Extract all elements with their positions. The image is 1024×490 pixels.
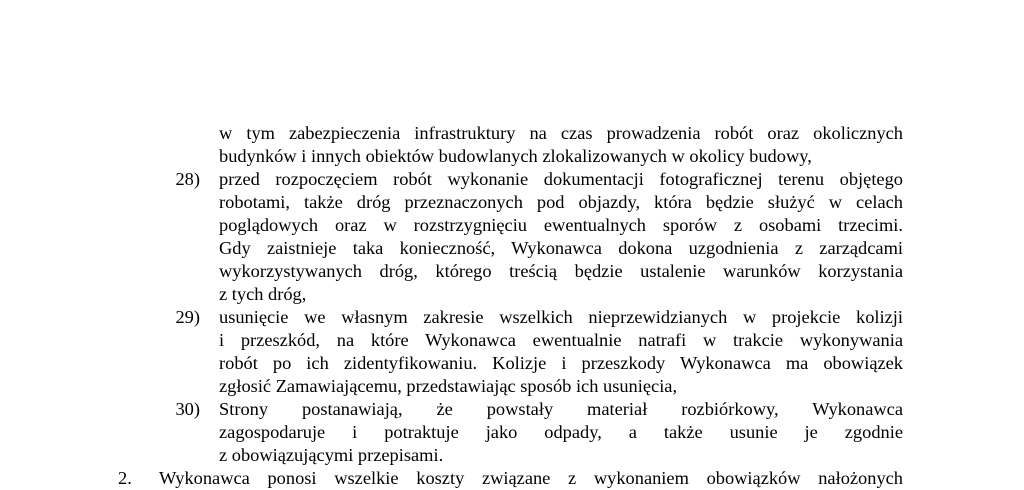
list-item-line: z obowiązującymi przepisami.: [219, 445, 444, 465]
list-item-line: Strony postanawiają, że powstały materiał rozbiórkowy, Wykonawca: [219, 399, 903, 419]
list-item-number: 28): [175, 169, 200, 189]
list-item-line: poglądowych oraz w rozstrzygnięciu ewentualnych sporów z osobami trzecimi.: [219, 215, 903, 235]
list-item-number: 29): [175, 307, 200, 327]
list-item-line: wykorzystywanych dróg, którego treścią będzie ustalenie warunków korzystania: [219, 261, 903, 281]
intro-line: w tym zabezpieczenia infrastruktury na czas prowadzenia robót oraz okolicznych: [219, 123, 903, 143]
list-item-number: 30): [175, 399, 200, 419]
list-item-line: Gdy zaistnieje taka konieczność, Wykonawca dokona uzgodnienia z zarządcami: [219, 238, 903, 258]
list-item-line: zgłosić Zamawiającemu, przedstawiając sposób ich usunięcia,: [219, 376, 678, 396]
list-item-line: z tych dróg,: [219, 284, 307, 304]
list-item-line: i przeszkód, na które Wykonawca ewentualnie natrafi w trakcie wykonywania: [219, 330, 903, 350]
list-item-line: usunięcie we własnym zakresie wszelkich nieprzewidzianych w projekcie kolizji: [219, 307, 903, 327]
list-item-line: przed rozpoczęciem robót wykonanie dokumentacji fotograficznej terenu objętego: [219, 169, 903, 189]
section-text: Wykonawca ponosi wszelkie koszty związane z wykonaniem obowiązków nałożonych: [159, 468, 903, 488]
intro-line: budynków i innych obiektów budowlanych zlokalizowanych w okolicy budowy,: [219, 146, 812, 166]
section-number: 2.: [118, 468, 132, 488]
list-item-line: zagospodaruje i potraktuje jako odpady, a także usunie je zgodnie: [219, 422, 903, 442]
list-item-line: robotami, także dróg przeznaczonych pod objazdy, która będzie służyć w celach: [219, 192, 903, 212]
list-item-line: robót po ich zidentyfikowaniu. Kolizje i przeszkody Wykonawca ma obowiązek: [219, 353, 903, 373]
